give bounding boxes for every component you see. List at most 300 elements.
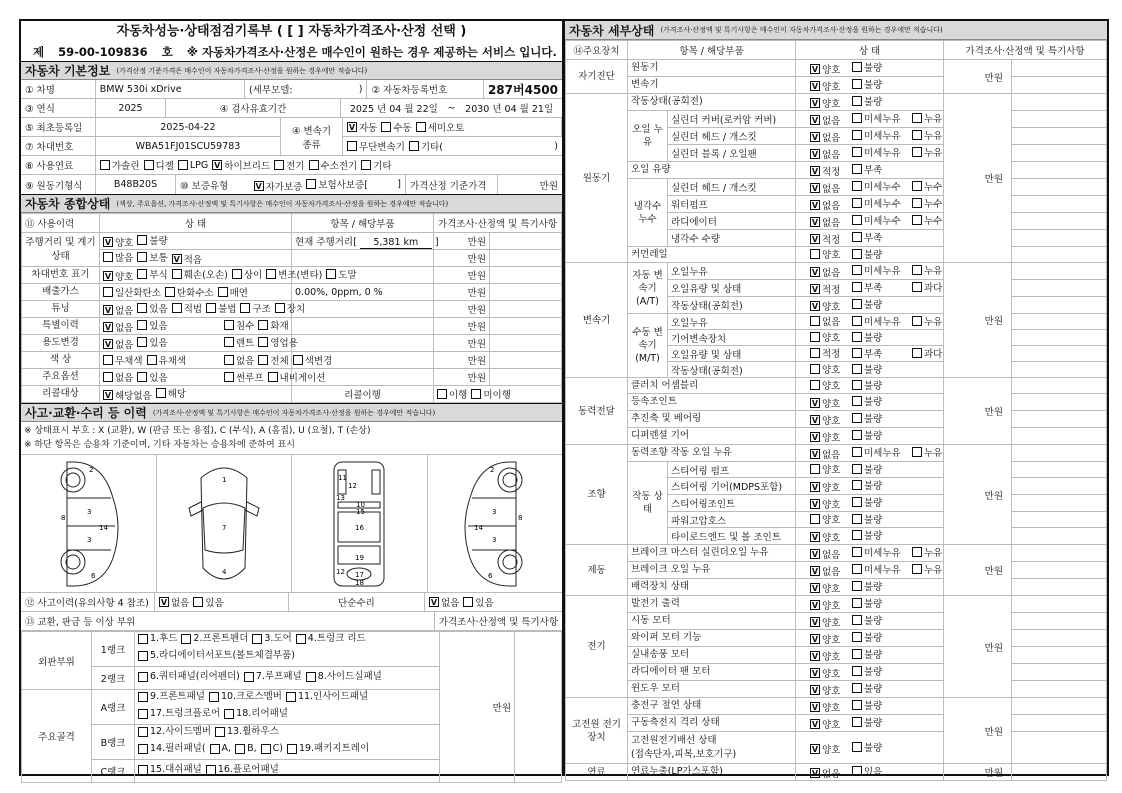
checkbox[interactable]: [912, 113, 922, 123]
checkbox[interactable]: [852, 130, 862, 140]
option[interactable]: 미이행: [471, 387, 511, 401]
option[interactable]: 디젤: [144, 158, 174, 172]
checkbox[interactable]: [137, 235, 147, 245]
option[interactable]: 누유: [912, 111, 942, 125]
option[interactable]: 누유: [912, 145, 942, 159]
checkbox[interactable]: [156, 388, 166, 398]
checked-checkbox[interactable]: V: [255, 181, 262, 191]
option[interactable]: 불량: [852, 528, 908, 542]
option[interactable]: V 양호: [811, 720, 841, 731]
checkbox[interactable]: [137, 320, 147, 330]
checkbox[interactable]: [381, 122, 391, 132]
checkbox[interactable]: [810, 249, 820, 259]
checkbox[interactable]: [138, 651, 148, 661]
option[interactable]: 불량: [852, 630, 908, 644]
option[interactable]: 무채색: [103, 353, 143, 367]
checked-checkbox[interactable]: V: [811, 399, 819, 408]
option[interactable]: 없음: [224, 353, 254, 367]
checkbox[interactable]: [138, 765, 148, 775]
checked-checkbox[interactable]: V: [104, 272, 112, 281]
option[interactable]: 미세누유: [852, 111, 908, 125]
option[interactable]: 불량: [852, 647, 908, 661]
option[interactable]: LPG: [178, 160, 208, 171]
option[interactable]: 누유: [912, 445, 942, 459]
checkbox[interactable]: [852, 332, 862, 342]
remarks-cell[interactable]: [490, 318, 562, 335]
checkbox[interactable]: [258, 337, 268, 347]
checked-checkbox[interactable]: V: [811, 500, 819, 509]
checked-checkbox[interactable]: V: [811, 450, 819, 459]
checked-checkbox[interactable]: V: [811, 483, 819, 492]
checked-checkbox[interactable]: V: [214, 161, 221, 170]
option[interactable]: V 적음: [173, 255, 203, 266]
checkbox[interactable]: [178, 160, 188, 170]
option[interactable]: 불량: [852, 681, 908, 695]
checkbox[interactable]: [810, 316, 820, 326]
option[interactable]: 1.후드: [138, 632, 177, 646]
option[interactable]: 일산화탄소: [103, 285, 161, 299]
checkbox[interactable]: [912, 198, 922, 208]
option[interactable]: 무단변속기: [347, 139, 405, 153]
option[interactable]: V 양호: [811, 635, 841, 646]
option[interactable]: 누유: [912, 562, 942, 576]
option[interactable]: 보통: [137, 250, 167, 264]
option[interactable]: 수소전기: [309, 158, 358, 172]
checkbox[interactable]: [286, 692, 296, 702]
checkbox[interactable]: [138, 709, 148, 719]
option[interactable]: 없음: [103, 370, 133, 384]
remarks-cell[interactable]: [1012, 495, 1107, 512]
option[interactable]: V 양호: [104, 272, 134, 283]
checkbox[interactable]: [437, 389, 447, 399]
remarks-cell[interactable]: [490, 352, 562, 369]
option[interactable]: 3.도어: [252, 632, 291, 646]
remarks-cell[interactable]: [1012, 196, 1107, 213]
option[interactable]: V 양호: [104, 238, 134, 249]
checkbox[interactable]: [266, 269, 276, 279]
remarks-cell[interactable]: [1012, 213, 1107, 230]
checked-checkbox[interactable]: V: [104, 391, 112, 400]
checkbox[interactable]: [852, 79, 862, 89]
checkbox[interactable]: [258, 320, 268, 330]
remarks-cell[interactable]: [1012, 512, 1107, 528]
option[interactable]: 2.프론트펜더: [181, 632, 248, 646]
option[interactable]: 불량: [852, 740, 908, 754]
checkbox[interactable]: [306, 179, 316, 189]
checkbox[interactable]: [138, 634, 148, 644]
option[interactable]: 과다: [912, 346, 942, 360]
option[interactable]: V 없음: [104, 323, 134, 334]
option[interactable]: V 없음: [811, 450, 841, 461]
checkbox[interactable]: [172, 269, 182, 279]
option[interactable]: 양호: [810, 330, 848, 344]
checkbox[interactable]: [852, 547, 862, 557]
checkbox[interactable]: [852, 514, 862, 524]
checked-checkbox[interactable]: V: [811, 416, 819, 425]
checkbox[interactable]: [138, 744, 148, 754]
checkbox[interactable]: [912, 547, 922, 557]
checkbox[interactable]: [416, 122, 426, 132]
remarks-cell[interactable]: [1012, 230, 1107, 247]
checkbox[interactable]: [138, 692, 148, 702]
checkbox[interactable]: [137, 252, 147, 262]
remarks-cell[interactable]: [1012, 732, 1107, 764]
checkbox[interactable]: [852, 299, 862, 309]
option[interactable]: 양호: [810, 512, 848, 526]
option[interactable]: 장치: [275, 301, 305, 315]
option[interactable]: V 양호: [811, 584, 841, 595]
checkbox[interactable]: [912, 265, 922, 275]
option[interactable]: 부족: [852, 230, 908, 244]
checkbox[interactable]: [252, 634, 262, 644]
option[interactable]: 7.루프패널: [244, 670, 302, 684]
option[interactable]: V 양호: [811, 500, 841, 511]
checkbox[interactable]: [852, 232, 862, 242]
option[interactable]: 이행: [437, 387, 467, 401]
option[interactable]: 불량: [852, 613, 908, 627]
option[interactable]: 불량: [852, 411, 908, 425]
option[interactable]: 불량: [852, 60, 908, 74]
checkbox[interactable]: [852, 316, 862, 326]
remarks-cell[interactable]: [1012, 314, 1107, 330]
checkbox[interactable]: [852, 581, 862, 591]
option[interactable]: 전기: [274, 158, 304, 172]
checked-checkbox[interactable]: V: [811, 584, 819, 593]
checked-checkbox[interactable]: V: [811, 744, 819, 754]
checkbox[interactable]: [912, 181, 922, 191]
option[interactable]: V 양호: [811, 744, 841, 756]
option[interactable]: V 양호: [811, 82, 841, 93]
checked-checkbox[interactable]: V: [811, 703, 819, 712]
option[interactable]: 미세누수: [852, 179, 908, 193]
option[interactable]: 없음: [810, 314, 848, 328]
checkbox[interactable]: [810, 514, 820, 524]
option[interactable]: 전체: [258, 353, 288, 367]
option[interactable]: V 없음: [811, 150, 841, 161]
option[interactable]: 불량: [852, 596, 908, 610]
checked-checkbox[interactable]: V: [811, 635, 819, 644]
checkbox[interactable]: [852, 113, 862, 123]
remarks-cell[interactable]: [490, 369, 562, 386]
option[interactable]: V 양호: [811, 399, 841, 410]
checkbox[interactable]: [912, 147, 922, 157]
option[interactable]: 불량: [852, 94, 908, 108]
option[interactable]: 미세누유: [852, 445, 908, 459]
checkbox[interactable]: [209, 692, 219, 702]
option[interactable]: V 양호: [811, 433, 841, 444]
checkbox[interactable]: [409, 141, 419, 151]
remarks-cell[interactable]: [1012, 647, 1107, 664]
option[interactable]: 부족: [852, 346, 908, 360]
remarks-cell[interactable]: [1012, 664, 1107, 681]
checkbox[interactable]: [103, 372, 113, 382]
option[interactable]: 불량: [852, 362, 908, 376]
checkbox[interactable]: [912, 316, 922, 326]
checkbox[interactable]: [296, 634, 306, 644]
option[interactable]: V 양호: [811, 416, 841, 427]
checkbox[interactable]: [852, 700, 862, 710]
option[interactable]: 9.프론트패널: [138, 690, 205, 704]
remarks-cell[interactable]: [1012, 128, 1107, 145]
option[interactable]: 수동: [381, 120, 411, 134]
option[interactable]: 불량: [852, 512, 908, 526]
checkbox[interactable]: [306, 672, 316, 682]
option[interactable]: V 없음: [811, 550, 841, 561]
option[interactable]: 10.크로스멤버: [209, 690, 282, 704]
remarks-cell[interactable]: [1012, 630, 1107, 647]
checked-checkbox[interactable]: V: [811, 99, 819, 108]
option[interactable]: V 없음: [811, 567, 841, 578]
option[interactable]: 11.인사이드패널: [286, 690, 368, 704]
checked-checkbox[interactable]: V: [430, 598, 438, 607]
checkbox[interactable]: [852, 215, 862, 225]
checkbox[interactable]: [347, 141, 357, 151]
checkbox[interactable]: [138, 727, 148, 737]
option[interactable]: V 없음: [160, 598, 190, 609]
checkbox[interactable]: [147, 355, 157, 365]
remarks-cell[interactable]: [1012, 346, 1107, 362]
option[interactable]: V 양호: [811, 652, 841, 663]
checked-checkbox[interactable]: V: [811, 567, 819, 576]
checkbox[interactable]: [261, 744, 271, 754]
remarks-cell[interactable]: [1012, 613, 1107, 630]
option[interactable]: 13.휠하우스: [215, 725, 279, 739]
remarks-cell[interactable]: [1012, 94, 1107, 111]
option[interactable]: 화재: [258, 318, 288, 332]
option[interactable]: 있음: [852, 764, 908, 778]
checkbox[interactable]: [852, 396, 862, 406]
checked-checkbox[interactable]: V: [811, 686, 819, 695]
remarks-cell[interactable]: [1012, 428, 1107, 445]
option[interactable]: 누수: [912, 213, 942, 227]
option[interactable]: 색변경: [293, 353, 333, 367]
checkbox[interactable]: [810, 332, 820, 342]
option[interactable]: 불량: [852, 698, 908, 712]
option[interactable]: V 양호: [811, 533, 841, 544]
option[interactable]: V 양호: [811, 302, 841, 313]
checkbox[interactable]: [463, 597, 473, 607]
checkbox[interactable]: [852, 265, 862, 275]
option[interactable]: 썬루프: [224, 370, 264, 384]
option[interactable]: 불량: [852, 579, 908, 593]
option[interactable]: 누유: [912, 128, 942, 142]
option[interactable]: V 적정: [811, 167, 841, 178]
remarks-cell[interactable]: [1012, 528, 1107, 545]
remarks-cell[interactable]: [490, 267, 562, 284]
checkbox[interactable]: [852, 666, 862, 676]
checked-checkbox[interactable]: V: [811, 550, 819, 559]
checkbox[interactable]: [309, 160, 319, 170]
option[interactable]: 과다: [912, 280, 942, 294]
checkbox[interactable]: [912, 348, 922, 358]
checked-checkbox[interactable]: V: [104, 323, 112, 332]
option[interactable]: 불량: [852, 378, 908, 392]
option[interactable]: 불량: [852, 462, 908, 476]
remarks-cell[interactable]: [490, 250, 562, 267]
remarks-cell[interactable]: [1012, 145, 1107, 162]
checked-checkbox[interactable]: V: [811, 218, 819, 227]
checkbox[interactable]: [244, 672, 254, 682]
checked-checkbox[interactable]: V: [811, 82, 819, 91]
checked-checkbox[interactable]: V: [811, 601, 819, 610]
checkbox[interactable]: [852, 598, 862, 608]
option[interactable]: 있음: [137, 301, 167, 315]
checkbox[interactable]: [224, 709, 234, 719]
checkbox[interactable]: [206, 303, 216, 313]
remarks-cell[interactable]: [1012, 681, 1107, 698]
checkbox[interactable]: [912, 282, 922, 292]
checked-checkbox[interactable]: V: [104, 340, 112, 349]
checkbox[interactable]: [275, 303, 285, 313]
option[interactable]: 있음: [193, 595, 223, 609]
remarks-cell[interactable]: [1012, 445, 1107, 462]
option[interactable]: V 양호: [811, 483, 841, 494]
option[interactable]: 6.쿼터패널(리어펜더): [138, 670, 240, 684]
checked-checkbox[interactable]: V: [811, 618, 819, 627]
option[interactable]: V 없음: [811, 268, 841, 279]
checked-checkbox[interactable]: V: [811, 201, 819, 210]
option[interactable]: 많음: [103, 250, 133, 264]
checkbox[interactable]: [224, 372, 234, 382]
checkbox[interactable]: [361, 160, 371, 170]
option[interactable]: 불량: [852, 715, 908, 729]
option[interactable]: 있음: [137, 335, 167, 349]
option[interactable]: 불량: [852, 478, 908, 492]
checkbox[interactable]: [193, 597, 203, 607]
checkbox[interactable]: [232, 269, 242, 279]
checkbox[interactable]: [810, 348, 820, 358]
option[interactable]: A,: [210, 742, 232, 756]
option[interactable]: 있음: [463, 595, 493, 609]
option[interactable]: 양호: [810, 378, 848, 392]
checkbox[interactable]: [103, 287, 113, 297]
checkbox[interactable]: [852, 198, 862, 208]
remarks-cell[interactable]: [1012, 362, 1107, 378]
option[interactable]: 누유: [912, 263, 942, 277]
option[interactable]: V 양호: [811, 618, 841, 629]
remarks-cell[interactable]: [1012, 764, 1107, 781]
option[interactable]: 불량: [852, 330, 908, 344]
checkbox[interactable]: [912, 447, 922, 457]
option[interactable]: 불량: [852, 247, 908, 261]
option[interactable]: V 없음: [104, 340, 134, 351]
checkbox[interactable]: [852, 164, 862, 174]
option[interactable]: 양호: [810, 247, 848, 261]
option[interactable]: 불량: [852, 495, 908, 509]
remarks-cell[interactable]: [1012, 60, 1107, 77]
checked-checkbox[interactable]: V: [811, 235, 819, 244]
checkbox[interactable]: [852, 249, 862, 259]
option[interactable]: V 없음: [811, 769, 841, 780]
option[interactable]: 기타: [361, 158, 391, 172]
checkbox[interactable]: [268, 372, 278, 382]
option[interactable]: 불량: [852, 297, 908, 311]
option[interactable]: 미세누유: [852, 562, 908, 576]
checked-checkbox[interactable]: V: [811, 652, 819, 661]
option[interactable]: 불량: [852, 428, 908, 442]
option[interactable]: 8.사이드실패널: [306, 670, 382, 684]
option[interactable]: V 양호: [811, 65, 841, 76]
option[interactable]: 12.사이드멤버: [138, 725, 211, 739]
checked-checkbox[interactable]: V: [811, 65, 819, 74]
option[interactable]: 불량: [137, 233, 167, 247]
checkbox[interactable]: [852, 464, 862, 474]
option[interactable]: 미세누유: [852, 314, 908, 328]
option[interactable]: 세미오토: [416, 120, 465, 134]
checkbox[interactable]: [852, 413, 862, 423]
option[interactable]: 상이: [232, 267, 262, 281]
remarks-cell[interactable]: [1012, 394, 1107, 411]
checkbox[interactable]: [103, 355, 113, 365]
checkbox[interactable]: [287, 744, 297, 754]
checked-checkbox[interactable]: V: [173, 255, 180, 264]
option[interactable]: 16.플로어패널: [206, 763, 279, 777]
checkbox[interactable]: [852, 649, 862, 659]
option[interactable]: 렌트: [224, 335, 254, 349]
checkbox[interactable]: [852, 380, 862, 390]
option[interactable]: V 없음: [430, 598, 460, 609]
option[interactable]: V 양호: [811, 99, 841, 110]
option[interactable]: 14.필러패널(: [138, 742, 206, 756]
option[interactable]: 양호: [810, 462, 848, 476]
checked-checkbox[interactable]: V: [811, 669, 819, 678]
checked-checkbox[interactable]: V: [811, 116, 819, 125]
option[interactable]: 침수: [224, 318, 254, 332]
checkbox[interactable]: [138, 672, 148, 682]
option[interactable]: 18.리어패널: [224, 707, 288, 721]
checked-checkbox[interactable]: V: [811, 720, 819, 729]
checkbox[interactable]: [852, 497, 862, 507]
checked-checkbox[interactable]: V: [811, 433, 819, 442]
checkbox[interactable]: [144, 160, 154, 170]
checkbox[interactable]: [852, 62, 862, 72]
remarks-cell[interactable]: [1012, 545, 1107, 562]
option[interactable]: V 양호: [811, 601, 841, 612]
checkbox[interactable]: [852, 632, 862, 642]
checkbox[interactable]: [218, 287, 228, 297]
checkbox[interactable]: [224, 320, 234, 330]
option[interactable]: 기타(: [409, 139, 443, 153]
option[interactable]: 19.패키지트레이: [287, 742, 369, 756]
checkbox[interactable]: [852, 742, 862, 752]
remarks-cell[interactable]: [490, 284, 562, 301]
checkbox[interactable]: [852, 348, 862, 358]
remarks-cell[interactable]: [490, 335, 562, 352]
checkbox[interactable]: [471, 389, 481, 399]
checkbox[interactable]: [172, 303, 182, 313]
option[interactable]: V 자동: [348, 123, 378, 134]
remarks-cell[interactable]: [1012, 579, 1107, 596]
checked-checkbox[interactable]: V: [104, 238, 112, 247]
checked-checkbox[interactable]: V: [811, 533, 819, 542]
checkbox[interactable]: [100, 160, 110, 170]
option[interactable]: V 양호: [811, 703, 841, 714]
remarks-cell[interactable]: [1012, 478, 1107, 495]
checkbox[interactable]: [210, 744, 220, 754]
checkbox[interactable]: [852, 282, 862, 292]
checkbox[interactable]: [215, 727, 225, 737]
option[interactable]: V 없음: [811, 184, 841, 195]
checkbox[interactable]: [912, 130, 922, 140]
checkbox[interactable]: [912, 215, 922, 225]
checkbox[interactable]: [852, 147, 862, 157]
remarks-cell[interactable]: [1012, 247, 1107, 263]
option[interactable]: 훼손(오손): [172, 267, 228, 281]
checkbox[interactable]: [235, 744, 245, 754]
checkbox[interactable]: [137, 269, 147, 279]
option[interactable]: V 없음: [811, 218, 841, 229]
option[interactable]: 도말: [326, 267, 356, 281]
